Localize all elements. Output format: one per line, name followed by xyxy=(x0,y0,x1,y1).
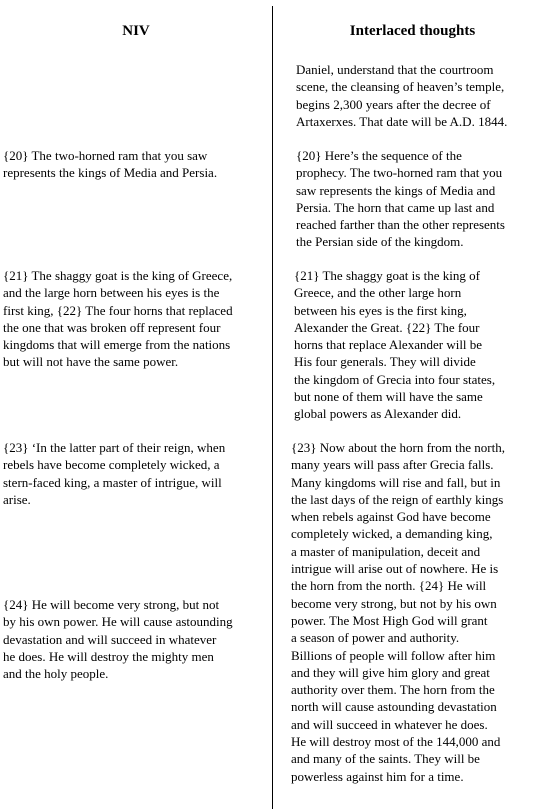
text-line: global powers as Alexander did. xyxy=(294,406,462,422)
text-line: prophecy. The two-horned ram that you xyxy=(296,165,503,181)
text-line: the last days of the reign of earthly kings xyxy=(291,491,504,507)
text-line: north will cause astounding devastation xyxy=(291,699,497,715)
niv-verse-21-22 xyxy=(3,267,233,371)
text-line: power. The Most High God will grant xyxy=(291,612,488,628)
text-line: His four generals. They will divide xyxy=(294,354,476,370)
text-line: when rebels against God have become xyxy=(291,509,491,525)
text-line: and the holy people. xyxy=(3,666,109,682)
text-line: Many kingdoms will rise and fall, but in xyxy=(291,474,501,490)
text-line: rebels have become completely wicked, a xyxy=(3,457,220,473)
text-line: intrigue will arise out of nowhere. He is xyxy=(291,561,499,577)
text-line: Billions of people will follow after him xyxy=(291,647,496,663)
text-line: completely wicked, a demanding king, xyxy=(291,526,493,542)
text-line: Daniel, understand that the courtroom xyxy=(296,62,494,77)
text-line: devastation and will succeed in whatever xyxy=(3,631,217,647)
text-line: become very strong, but not by his own xyxy=(291,595,497,611)
text-line: arise. xyxy=(3,491,31,507)
text-line: stern-faced king, a master of intrigue, will xyxy=(3,474,222,490)
text-line: and the large horn between his eyes is the xyxy=(3,285,220,301)
text-line: {24} He will become very strong, but not xyxy=(3,597,220,612)
text-line: {20} The two-horned ram that you saw xyxy=(3,148,208,163)
text-line: and will succeed in whatever he does. xyxy=(291,716,488,732)
text-line: Artaxerxes. That date will be A.D. 1844. xyxy=(296,113,508,129)
text-line: kingdoms that will emerge from the nations xyxy=(3,337,231,353)
text-line: authority over them. The horn from the xyxy=(291,682,495,698)
niv-verse-20 xyxy=(3,147,217,182)
text-line: Greece, and the other large horn xyxy=(294,285,462,301)
interlaced-verse-20 xyxy=(296,147,505,251)
niv-verse-23 xyxy=(3,439,225,508)
text-line: a season of power and authority. xyxy=(291,630,460,646)
text-line: and they will give him glory and great xyxy=(291,664,490,680)
text-line: many years will pass after Grecia falls. xyxy=(291,457,494,473)
text-line: the kingdom of Grecia into four states, xyxy=(294,371,496,387)
text-line: horns that replace Alexander will be xyxy=(294,337,483,353)
text-line: reached farther than the other represents xyxy=(296,217,505,233)
niv-verse-24 xyxy=(3,596,233,682)
text-line: {21} The shaggy goat is the king of xyxy=(294,268,480,283)
text-line: he does. He will destroy the mighty men xyxy=(3,648,214,664)
text-line: begins 2,300 years after the decree of xyxy=(296,96,491,112)
text-line: and many of the saints. They will be xyxy=(291,751,480,767)
interlaced-intro xyxy=(296,61,507,130)
text-line: saw represents the kings of Media and xyxy=(296,182,496,198)
interlaced-verse-21-22 xyxy=(294,267,495,423)
text-line: by his own power. He will cause astounding xyxy=(3,614,233,630)
text-line: {23} ‘In the latter part of their reign, when xyxy=(3,440,226,455)
text-line: the Persian side of the kingdom. xyxy=(296,234,464,250)
text-line: Persia. The horn that came up last and xyxy=(296,199,495,215)
text-line: {20} Here’s the sequence of the xyxy=(296,148,462,163)
text-line: Alexander the Great. {22} The four xyxy=(294,319,480,335)
text-line: a master of manipulation, deceit and xyxy=(291,543,481,559)
text-line: between his eyes is the first king, xyxy=(294,302,467,318)
text-line: {23} Now about the horn from the north, xyxy=(291,440,505,455)
interlaced-column-header: Interlaced thoughts xyxy=(349,23,476,39)
text-line: the horn from the north. {24} He will xyxy=(291,578,487,594)
niv-column-header: NIV xyxy=(122,23,150,39)
text-line: He will destroy most of the 144,000 and xyxy=(291,734,501,750)
text-line: scene, the cleansing of heaven’s temple, xyxy=(296,79,505,95)
text-line: but will not have the same power. xyxy=(3,354,179,370)
text-line: powerless against him for a time. xyxy=(291,768,464,784)
interlaced-verse-23-24 xyxy=(291,439,505,785)
text-line: but none of them will have the same xyxy=(294,389,483,405)
text-line: the one that was broken off represent four xyxy=(3,319,221,335)
column-divider xyxy=(272,6,273,809)
text-line: represents the kings of Media and Persia. xyxy=(3,165,218,181)
text-line: {21} The shaggy goat is the king of Greece, xyxy=(3,268,233,283)
text-line: first king, {22} The four horns that replaced xyxy=(3,302,233,318)
